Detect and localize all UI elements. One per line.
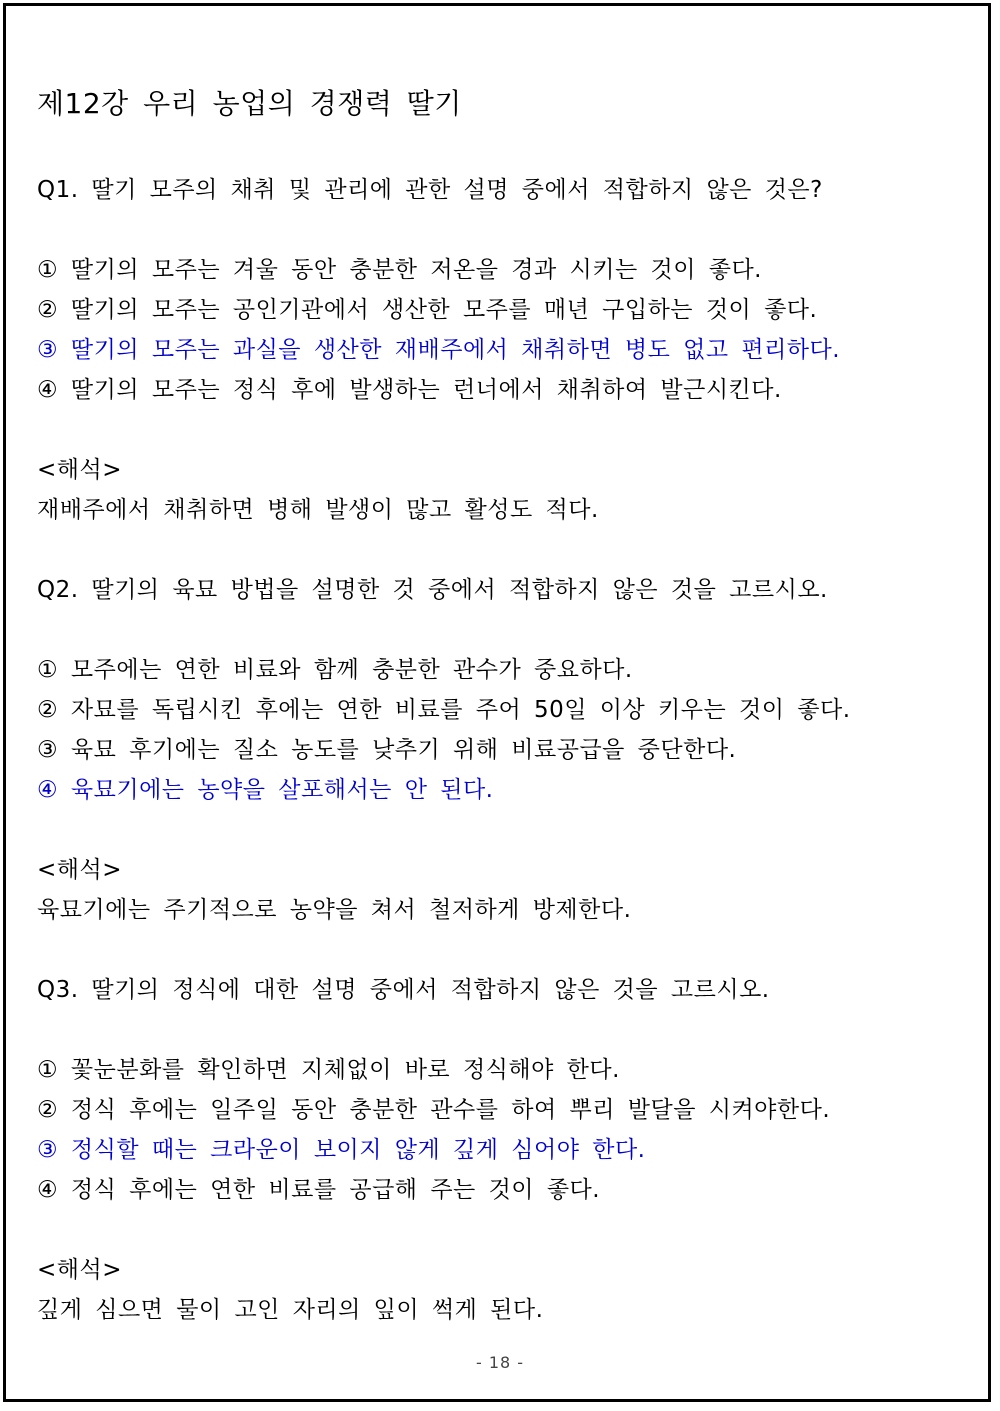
q2-option-2: ② 자묘를 독립시킨 후에는 연한 비료를 주어 50일 이상 키우는 것이 좋다.: [37, 697, 851, 723]
q1-explanation-label: <해석>: [37, 457, 122, 483]
q2-option-1: ① 모주에는 연한 비료와 함께 충분한 관수가 중요하다.: [37, 657, 633, 683]
page-number: - 18 -: [475, 1353, 525, 1372]
q1-option-1: ① 딸기의 모주는 겨울 동안 충분한 저온을 경과 시키는 것이 좋다.: [37, 257, 762, 283]
q2-explanation-label: <해석>: [37, 857, 122, 883]
q3-explanation: 깊게 심으면 물이 고인 자리의 잎이 썩게 된다.: [37, 1297, 544, 1323]
q3-option-1: ① 꽃눈분화를 확인하면 지체없이 바로 정식해야 한다.: [37, 1057, 620, 1083]
q3-option-4: ④ 정식 후에는 연한 비료를 공급해 주는 것이 좋다.: [37, 1177, 601, 1203]
page-title: 제12강 우리 농업의 경쟁력 딸기: [37, 87, 462, 120]
q2-option-3: ③ 육묘 후기에는 질소 농도를 낮추기 위해 비료공급을 중단한다.: [37, 737, 737, 763]
q1-explanation: 재배주에서 채취하면 병해 발생이 많고 활성도 적다.: [37, 497, 599, 523]
q2-explanation: 육묘기에는 주기적으로 농약을 쳐서 철저하게 방제한다.: [37, 897, 632, 923]
question-3: Q3. 딸기의 정식에 대한 설명 중에서 적합하지 않은 것을 고르시오.: [37, 977, 770, 1003]
q2-option-4-correct: ④ 육묘기에는 농약을 살포해서는 안 된다.: [37, 777, 494, 803]
q1-option-3-correct: ③ 딸기의 모주는 과실을 생산한 재배주에서 채취하면 병도 없고 편리하다.: [37, 337, 841, 363]
q1-option-2: ② 딸기의 모주는 공인기관에서 생산한 모주를 매년 구입하는 것이 좋다.: [37, 297, 818, 323]
q3-option-2: ② 정식 후에는 일주일 동안 충분한 관수를 하여 뿌리 발달을 시켜야한다.: [37, 1097, 831, 1123]
q3-explanation-label: <해석>: [37, 1257, 122, 1283]
q1-option-4: ④ 딸기의 모주는 정식 후에 발생하는 런너에서 채취하여 발근시킨다.: [37, 377, 782, 403]
question-2: Q2. 딸기의 육묘 방법을 설명한 것 중에서 적합하지 않은 것을 고르시오.: [37, 577, 828, 603]
q3-option-3-correct: ③ 정식할 때는 크라운이 보이지 않게 깊게 심어야 한다.: [37, 1137, 646, 1163]
question-1: Q1. 딸기 모주의 채취 및 관리에 관한 설명 중에서 적합하지 않은 것은?: [37, 177, 823, 203]
